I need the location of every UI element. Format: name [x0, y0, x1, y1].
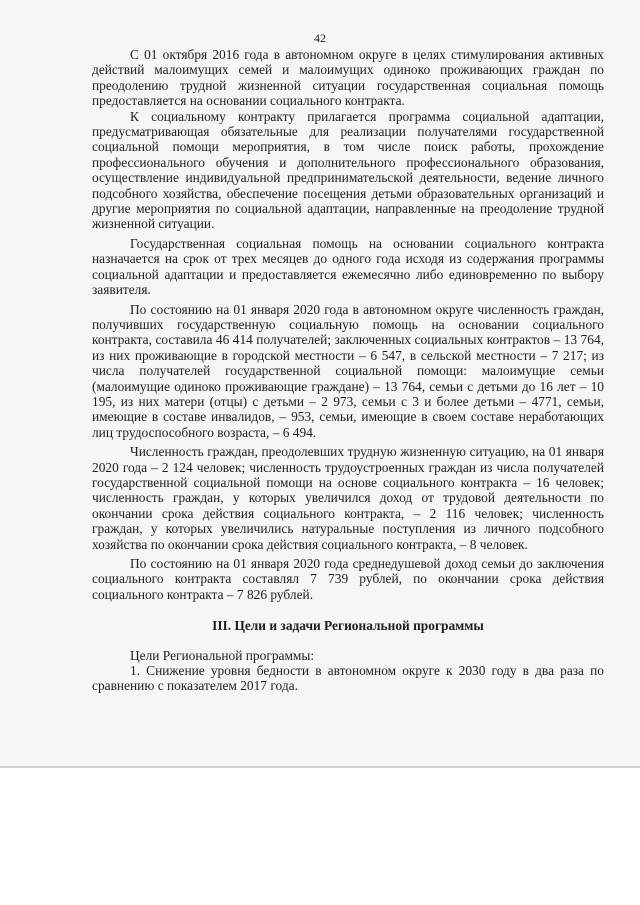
- goals-intro: Цели Региональной программы:: [130, 647, 315, 663]
- paragraph-adaptation-program: К социальному контракту прилагается программа социальной адаптации, предусматривающая обязательные для реализации получателями государственной социальной помощи мероприятия, в том числе поиск работы, прохождение профессионального обучения и дополнительного профессионального образования, осуществление индивидуальной предпринимательской деятельности, ведение личного подсобного хозяйства, обеспечение посещения детьми образовательных организаций и другие мероприятия по социальной адаптации, направленные на преодоление трудной жизненной ситуации.: [92, 108, 604, 232]
- paragraph-assistance-term: Государственная социальная помощь на основании социального контракта назначается на срок от трех месяцев до одного года исходя из содержания программы социальной адаптации и предоставляется ежемесячно либо единовременно по выбору заявителя.: [92, 235, 604, 298]
- paragraph-recipient-statistics: По состоянию на 01 января 2020 года в автономном округе численность граждан, получивших государственную социальную помощь на основании социального контракта, составила 46 414 получателей; заключенных социальных контрактов – 13 764, из них проживающие в городской местности – 6 547, в сельской местности – 7 217; из числа получателей государственной социальной помощи: малоимущие семьи (малоимущие одиноко проживающие граждане) – 13 764, семьи с детьми до 16 лет – 10 195, из них матери (отцы) с детьми – 2 973, семьи с 3 и более детьми – 4771, семьи, имеющие в составе инвалидов, – 953, семьи, имеющие в своем составе неработающих лиц трудоспособного возраста, – 6 494.: [92, 301, 604, 440]
- paragraph-average-income: По состоянию на 01 января 2020 года среднедушевой доход семьи до заключения социального контракта составлял 7 739 рублей, по окончании срока действия социального контракта – 7 826 рублей.: [92, 556, 604, 602]
- paragraph-social-contract-intro: С 01 октября 2016 года в автономном округе в целях стимулирования активных действий малоимущих семей и малоимущих одиноко проживающих граждан по преодолению трудной жизненной ситуации государственная социальная помощь предоставляется на основании социального контракта.: [92, 47, 604, 109]
- goal-item-1: 1. Снижение уровня бедности в автономном округе к 2030 году в два раза по сравнению с показателем 2017 года.: [92, 663, 604, 694]
- section-heading: III. Цели и задачи Региональной программы: [212, 618, 484, 634]
- paragraph-outcome-statistics: Численность граждан, преодолевших трудную жизненную ситуацию, на 01 января 2020 года – 2 124 человек; численность трудоустроенных граждан из числа получателей государственной социальной помощи на основе социального контракта – 16 человек; численность граждан, у которых увеличился доход от трудовой деятельности по окончании срока действия социального контракта, – 2 116 человек; численность граждан, у которых увеличились натуральные поступления из личного подсобного хозяйства по окончании срока действия социального контракта, – 8 человек.: [92, 444, 604, 552]
- page-number: 42: [314, 31, 326, 45]
- document-body: [92, 47, 604, 694]
- blank-area: [0, 768, 640, 905]
